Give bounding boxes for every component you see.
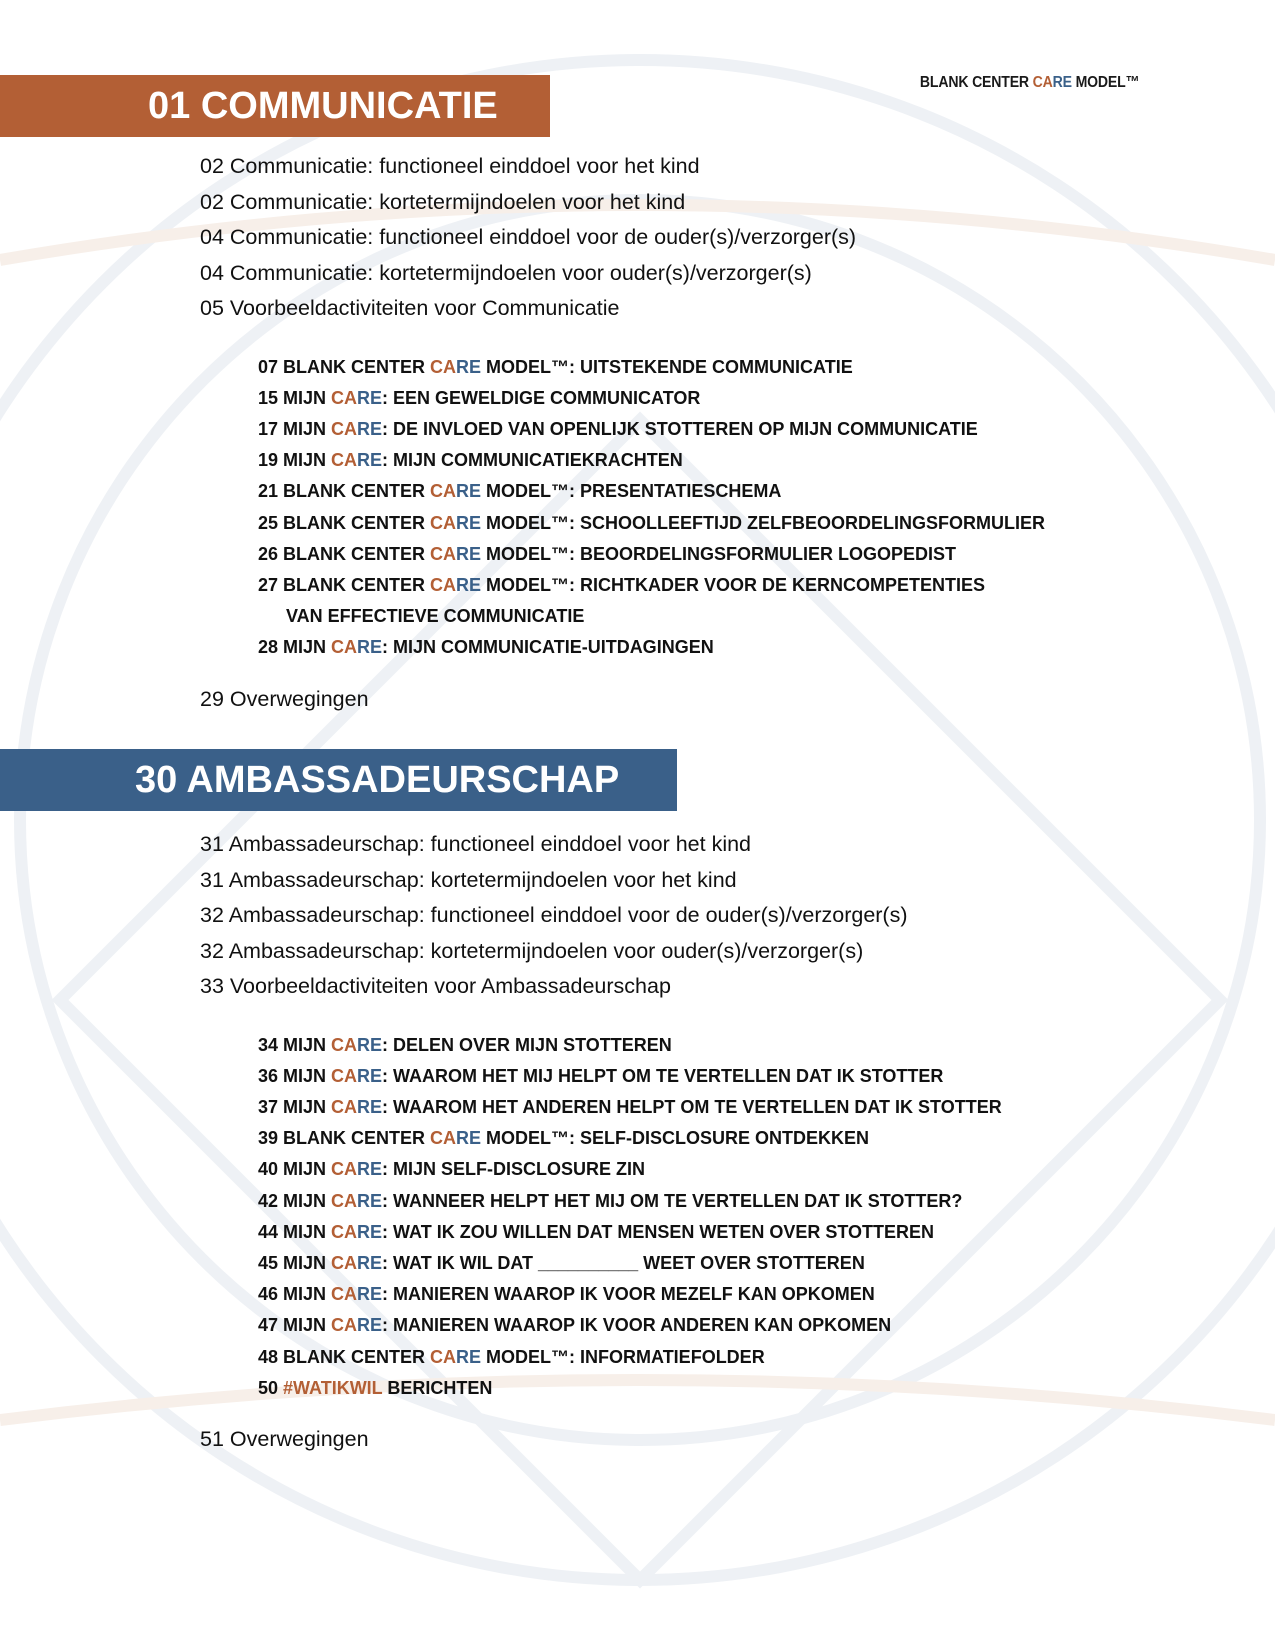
toc-item[interactable]: 31 Ambassadeurschap: functioneel einddoel voor het kind [200,832,752,856]
toc-subitem[interactable]: 44 MIJN CARE: WAT IK ZOU WILLEN DAT MENSEN WETEN OVER STOTTEREN [258,1221,935,1242]
toc-item[interactable]: 32 Ambassadeurschap: functioneel einddoel voor de ouder(s)/verzorger(s) [200,903,908,927]
toc-subitem[interactable]: 40 MIJN CARE: MIJN SELF-DISCLOSURE ZIN [258,1159,646,1180]
main-list [200,827,1002,1005]
toc-subitem-hashtag[interactable]: 50 #WATIKWIL BERICHTEN [258,1377,493,1398]
toc-item[interactable]: 02 Communicatie: kortetermijndoelen voor het kind [200,189,686,214]
toc-subitem[interactable]: 48 BLANK CENTER CARE MODEL™: INFORMATIEFOLDER [258,1346,765,1367]
toc-item[interactable]: 04 Communicatie: functioneel einddoel voor de ouder(s)/verzorger(s) [200,225,857,249]
toc-subitem[interactable]: 42 MIJN CARE: WANNEER HELPT HET MIJ OM TE VERTELLEN DAT IK STOTTER? [258,1190,963,1211]
main-list [200,149,1045,327]
toc-section-communicatie [200,149,1045,717]
toc-item[interactable]: 33 Voorbeeldactiviteiten voor Ambassadeurschap [200,974,671,998]
section-title-communicatie: 01 COMMUNICATIE [0,75,550,137]
toc-subitem[interactable]: 39 BLANK CENTER CARE MODEL™: SELF-DISCLOSURE ONTDEKKEN [258,1128,870,1149]
brand-header: BLANK CENTER CARE MODEL™ [919,74,1139,91]
toc-subitem[interactable]: 19 MIJN CARE: MIJN COMMUNICATIEKRACHTEN [258,450,683,471]
toc-subitem-continuation[interactable]: VAN EFFECTIEVE COMMUNICATIE [286,606,585,627]
toc-subitem[interactable]: 28 MIJN CARE: MIJN COMMUNICATIE-UITDAGINGEN [258,637,714,658]
toc-subitem[interactable]: 07 BLANK CENTER CARE MODEL™: UITSTEKENDE COMMUNICATIE [258,356,853,377]
toc-subitem[interactable]: 34 MIJN CARE: DELEN OVER MIJN STOTTEREN [258,1034,672,1055]
toc-item[interactable]: 32 Ambassadeurschap: kortetermijndoelen voor ouder(s)/verzorger(s) [200,938,864,963]
section-title-ambassadeurschap: 30 AMBASSADEURSCHAP [0,749,677,811]
hashtag-label: #WATIKWIL [283,1377,383,1398]
sub-list [200,1030,1002,1404]
toc-subitem[interactable]: 25 BLANK CENTER CARE MODEL™: SCHOOLLEEFTIJD ZELFBEOORDELINGSFORMULIER [258,512,1046,533]
toc-item[interactable]: 05 Voorbeeldactiviteiten voor Communicatie [200,296,620,320]
toc-subitem[interactable]: 36 MIJN CARE: WAAROM HET MIJ HELPT OM TE VERTELLEN DAT IK STOTTER [258,1065,944,1086]
sub-list [200,352,1045,664]
toc-section-ambassadeurschap [200,827,1002,1457]
toc-subitem[interactable]: 46 MIJN CARE: MANIEREN WAAROP IK VOOR MEZELF KAN OPKOMEN [258,1284,875,1305]
toc-item[interactable]: 02 Communicatie: functioneel einddoel voor het kind [200,154,700,178]
toc-subitem[interactable]: 27 BLANK CENTER CARE MODEL™: RICHTKADER VOOR DE KERNCOMPETENTIES [258,574,986,595]
toc-item[interactable]: 04 Communicatie: kortetermijndoelen voor ouder(s)/verzorger(s) [200,260,812,285]
toc-subitem[interactable]: 17 MIJN CARE: DE INVLOED VAN OPENLIJK STOTTEREN OP MIJN COMMUNICATIE [258,418,978,439]
toc-subitem[interactable]: 15 MIJN CARE: EEN GEWELDIGE COMMUNICATOR [258,387,701,408]
toc-subitem[interactable]: 45 MIJN CARE: WAT IK WIL DAT __________ WEET OVER STOTTEREN [258,1252,865,1273]
toc-subitem[interactable]: 26 BLANK CENTER CARE MODEL™: BEOORDELINGSFORMULIER LOGOPEDIST [258,543,957,564]
toc-item-overwegingen[interactable]: 51 Overwegingen [200,1426,369,1451]
toc-item[interactable]: 31 Ambassadeurschap: kortetermijndoelen voor het kind [200,867,737,892]
toc-subitem[interactable]: 37 MIJN CARE: WAAROM HET ANDEREN HELPT OM TE VERTELLEN DAT IK STOTTER [258,1096,1002,1117]
toc-item-overwegingen[interactable]: 29 Overwegingen [200,686,369,711]
toc-subitem[interactable]: 47 MIJN CARE: MANIEREN WAAROP IK VOOR ANDEREN KAN OPKOMEN [258,1315,892,1336]
toc-subitem[interactable]: 21 BLANK CENTER CARE MODEL™: PRESENTATIESCHEMA [258,481,782,502]
